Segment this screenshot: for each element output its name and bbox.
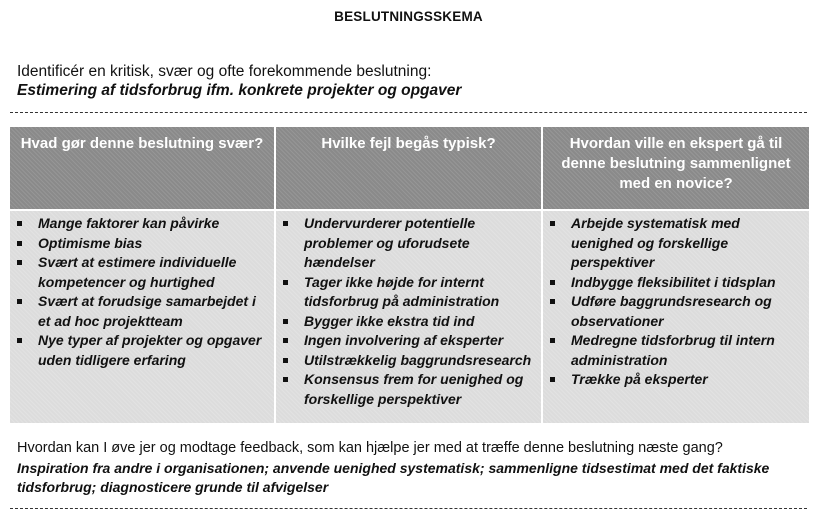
- list-item: Bygger ikke ekstra tid ind: [280, 312, 535, 332]
- bullet-square-icon: [550, 299, 555, 304]
- dashed-divider-top: [10, 112, 807, 113]
- decision-table: [10, 127, 809, 423]
- list-item: Utilstrækkelig baggrundsresearch: [280, 351, 535, 371]
- list-item: Mange faktorer kan påvirke: [14, 214, 268, 234]
- list-item: Indbygge fleksibilitet i tidsplan: [547, 273, 803, 293]
- bullet-list-expert-approach: [547, 214, 803, 390]
- list-item: Undervurderer potentielle problemer og uforudsete hændelser: [280, 214, 535, 273]
- list-item: Svært at estimere individuelle kompetencer og hurtighed: [14, 253, 268, 292]
- bullet-square-icon: [283, 221, 288, 226]
- bullet-square-icon: [550, 377, 555, 382]
- list-item: Tager ikke højde for internt tidsforbrug på administration: [280, 273, 535, 312]
- bullet-square-icon: [283, 280, 288, 285]
- decision-prompt: Identificér en kritisk, svær og ofte forekommende beslutning:: [17, 63, 432, 80]
- bullet-square-icon: [17, 241, 22, 246]
- list-item: Trække på eksperter: [547, 370, 803, 390]
- bullet-square-icon: [550, 221, 555, 226]
- list-item: Nye typer af projekter og opgaver uden tidligere erfaring: [14, 331, 268, 370]
- bullet-square-icon: [17, 338, 22, 343]
- column-header-difficulty: Hvad gør denne beslutning svær?: [10, 127, 275, 210]
- bullet-square-icon: [550, 280, 555, 285]
- column-cell-expert-approach: [542, 210, 809, 423]
- column-cell-typical-errors: [275, 210, 542, 423]
- bullet-square-icon: [17, 299, 22, 304]
- bullet-list-typical-errors: [280, 214, 535, 409]
- dashed-divider-bottom: [10, 508, 807, 509]
- feedback-question: Hvordan kan I øve jer og modtage feedback, som kan hjælpe jer med at træffe denne beslutning næste gang?: [17, 440, 723, 456]
- decision-answer: Estimering af tidsforbrug ifm. konkrete projekter og opgaver: [17, 82, 462, 99]
- page-title: BESLUTNINGSSKEMA: [334, 9, 483, 24]
- column-header-typical-errors: Hvilke fejl begås typisk?: [275, 127, 542, 210]
- column-header-expert-approach: Hvordan ville en ekspert gå til denne beslutning sammenlignet med en novice?: [542, 127, 809, 210]
- bullet-square-icon: [283, 377, 288, 382]
- feedback-answer: Inspiration fra andre i organisationen; anvende uenighed systematisk; sammenligne tidsestimat med det faktiske tidsforbrug; diagnosticere grunde til afvigelser: [17, 460, 770, 495]
- list-item: Udføre baggrundsresearch og observationer: [547, 292, 803, 331]
- list-item: Arbejde systematisk med uenighed og forskellige perspektiver: [547, 214, 803, 273]
- list-item: Medregne tidsforbrug til intern administration: [547, 331, 803, 370]
- bullet-square-icon: [283, 338, 288, 343]
- list-item: Ingen involvering af eksperter: [280, 331, 535, 351]
- bullet-square-icon: [17, 260, 22, 265]
- list-item: Optimisme bias: [14, 234, 268, 254]
- list-item: Konsensus frem for uenighed og forskellige perspektiver: [280, 370, 535, 409]
- bullet-square-icon: [283, 319, 288, 324]
- bullet-square-icon: [17, 221, 22, 226]
- column-cell-difficulty: [10, 210, 275, 423]
- bullet-square-icon: [283, 358, 288, 363]
- list-item: Svært at forudsige samarbejdet i et ad hoc projektteam: [14, 292, 268, 331]
- bullet-list-difficulty: [14, 214, 268, 370]
- bullet-square-icon: [550, 338, 555, 343]
